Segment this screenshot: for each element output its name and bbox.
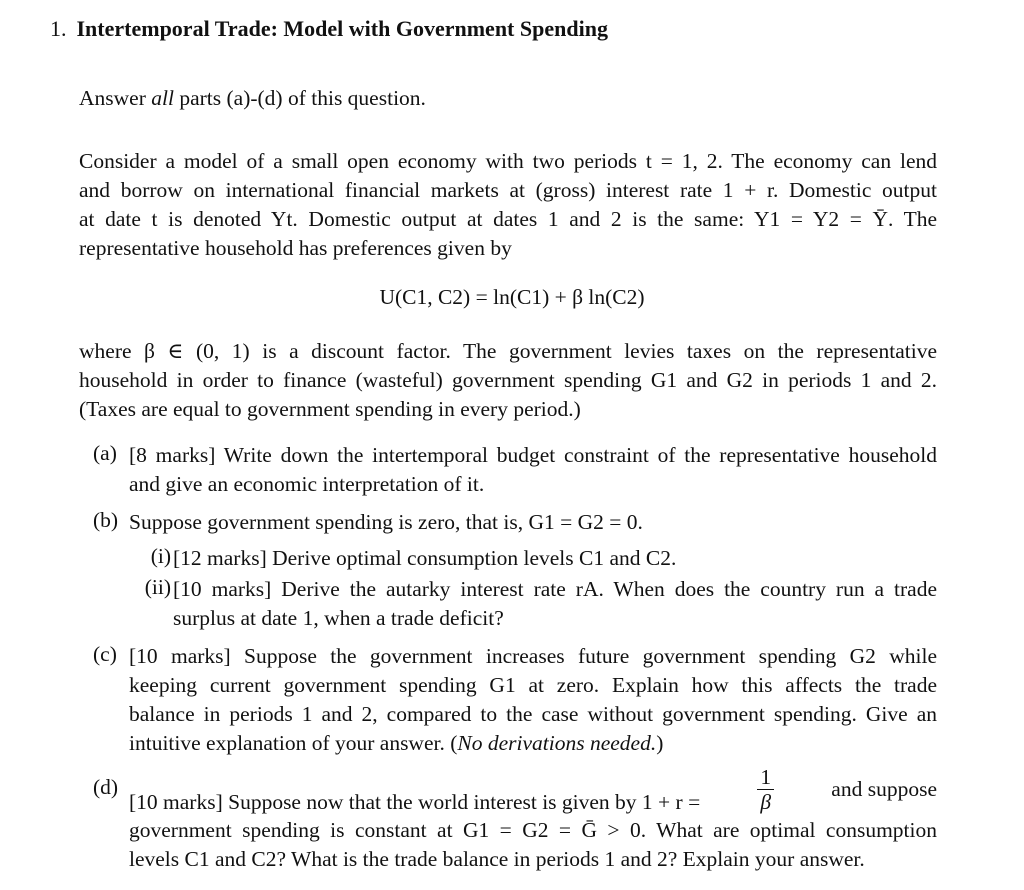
part-d-line-1-post: and suppose (831, 776, 937, 801)
part-b-i-text: [12 marks] Derive optimal consumption levels C1 and C2. (173, 546, 677, 570)
utility-equation-text: U(C1, C2) = ln(C1) + β ln(C2) (379, 285, 645, 309)
question-title: Intertemporal Trade: Model with Government Spending (76, 16, 608, 41)
instruction (79, 84, 937, 113)
part-b-ii (135, 575, 937, 633)
part-b-label: (b) (93, 508, 119, 532)
fraction-numerator: 1 (757, 765, 774, 790)
part-b-i-label: (i) (150, 544, 171, 568)
part-c (93, 642, 937, 758)
intro-line-2: and borrow on international financial markets at (gross) interest rate 1 + r. Domestic output (79, 178, 937, 202)
question-heading (50, 16, 608, 42)
intro-line-3: at date t is denoted Yt. Domestic output at dates 1 and 2 is the same: Y1 = Y2 = Ȳ. The (79, 207, 937, 231)
instruction-post: parts (a)-(d) of this question. (173, 86, 426, 110)
fraction-denominator: β (760, 789, 772, 814)
intro-line-1: Consider a model of a small open economy with two periods t = 1, 2. The economy can lend (79, 149, 937, 173)
part-c-label: (c) (93, 642, 117, 666)
part-c-line-4-post: ) (656, 731, 664, 755)
part-b-ii-line-1: [10 marks] Derive the autarky interest rate rA. When does the country run a trade (173, 577, 937, 601)
part-c-line-4-pre: intuitive explanation of your answer. ( (129, 731, 458, 755)
instruction-emph: all (151, 86, 174, 110)
part-b-ii-line-2: surplus at date 1, when a trade deficit? (173, 606, 504, 630)
part-b-i (135, 544, 937, 573)
part-d-line-1-pre: [10 marks] Suppose now that the world interest is given by 1 + r = (129, 789, 701, 814)
part-c-line-4-emph: No derivations needed. (457, 731, 657, 755)
intro-paragraph (79, 147, 937, 263)
instruction-pre: Answer (79, 86, 152, 110)
part-d-line-3: levels C1 and C2? What is the trade balance in periods 1 and 2? Explain your answer. (129, 847, 865, 871)
part-c-line-2: keeping current government spending G1 at zero. Explain how this affects the trade (129, 673, 937, 697)
part-b-line-1: Suppose government spending is zero, that is, G1 = G2 = 0. (129, 510, 643, 534)
question-number: 1. (50, 16, 67, 41)
part-d (93, 762, 937, 874)
intro-line-4: representative household has preferences given by (79, 236, 512, 260)
part-a (93, 441, 937, 499)
after-eq-line-3: (Taxes are equal to government spending in every period.) (79, 397, 581, 421)
part-d-line-2: government spending is constant at G1 = G2 = Ḡ > 0. What are optimal consumption (129, 818, 937, 842)
fraction-1-over-beta (757, 765, 774, 814)
utility-equation (0, 285, 1024, 310)
part-a-line-1: [8 marks] Write down the intertemporal budget constraint of the representative household (129, 443, 937, 467)
part-b (93, 508, 937, 537)
part-d-label: (d) (93, 775, 119, 799)
after-eq-line-2: household in order to finance (wasteful) government spending G1 and G2 in periods 1 and 2. (79, 368, 937, 392)
part-c-line-4 (129, 729, 937, 758)
part-c-line-3: balance in periods 1 and 2, compared to the case without government spending. Give an (129, 702, 937, 726)
after-eq-line-1: where β ∈ (0, 1) is a discount factor. The government levies taxes on the representative (79, 339, 937, 363)
part-b-ii-label: (ii) (144, 575, 171, 599)
after-equation-paragraph (79, 337, 937, 424)
part-a-label: (a) (93, 441, 117, 465)
part-d-line-1 (129, 762, 937, 816)
part-a-line-2: and give an economic interpretation of it. (129, 472, 485, 496)
part-c-line-1: [10 marks] Suppose the government increases future government spending G2 while (129, 644, 937, 668)
